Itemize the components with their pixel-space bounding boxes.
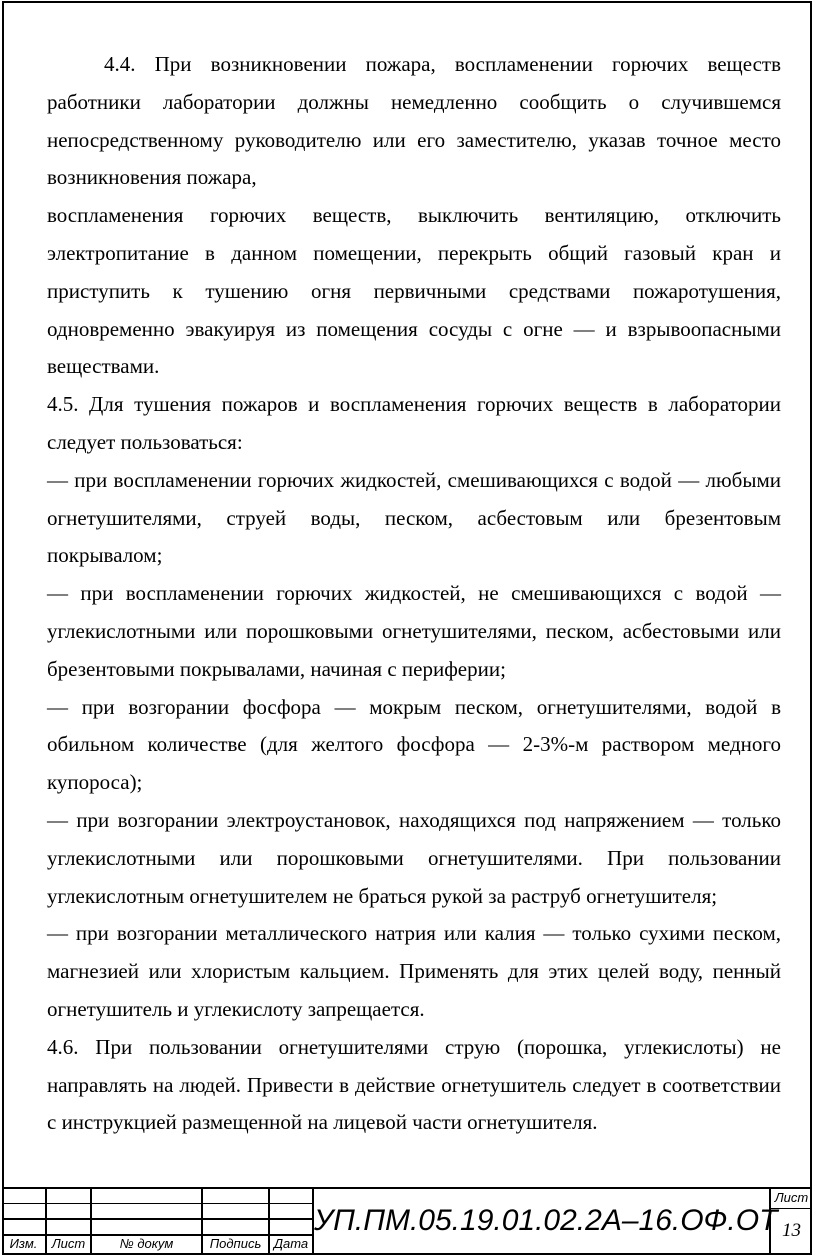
grid-row-line bbox=[2, 1203, 312, 1204]
sheet-label: Лист bbox=[771, 1188, 812, 1209]
label-doc-no: № докум bbox=[119, 1236, 174, 1251]
paragraph-4-4-continued: воспламенения горючих веществ, выключить вентиляцию, отключить электропитание в данном помещении, перекрыть общий газовый кран и приступить к тушению огня первичными средствами пожаротушения, одновременно эвакуируя из помещения сосуды с огне — и взрывоопасными веществами. bbox=[47, 203, 781, 379]
document-body bbox=[47, 46, 781, 1142]
paragraph-4-4: 4.4. При возникновении пожара, воспламенении горючих веществ работники лаборатории должны немедленно сообщить о случившемся непосредственному руководителю или его заместителю, указав точное место возникновения пожара, bbox=[47, 52, 781, 190]
label-signature: Подпись bbox=[209, 1236, 262, 1251]
label-date: Дата bbox=[273, 1236, 309, 1251]
revision-grid bbox=[2, 1187, 312, 1255]
list-item-non-mixing-liquids: — при воспламенении горючих жидкостей, не смешивающихся с водой — углекислотными или порошковыми огнетушителями, песком, асбестовыми или брезентовыми покрывалами, начиная с периферии; bbox=[47, 581, 781, 681]
list-item-water-mixing-liquids: — при воспламенении горючих жидкостей, смешивающихся с водой — любыми огнетушителями, струей воды, песком, асбестовым или брезентовым покрывалом; bbox=[47, 467, 781, 568]
label-list: Лист bbox=[51, 1236, 86, 1251]
grid-row-line bbox=[2, 1218, 312, 1220]
sheet-number: 13 bbox=[782, 1220, 801, 1241]
paragraph-4-5: 4.5. Для тушения пожаров и воспламенения горючих веществ в лаборатории следует пользоваться: bbox=[47, 392, 781, 454]
title-block bbox=[2, 1187, 812, 1255]
label-izm: Изм. bbox=[9, 1236, 38, 1251]
sheet-number-box bbox=[769, 1187, 812, 1255]
list-item-electrical: — при возгорании электроустановок, находящихся под напряжением — только углекислотными или порошковыми огнетушителями. При пользовании углекислотным огнетушителем не браться рукой за раструб огнетушителя; bbox=[47, 807, 781, 908]
paragraph-4-6: 4.6. При пользовании огнетушителями струю (порошка, углекислоты) не направлять на людей. Привести в действие огнетушитель следует в соответствии с инструкцией размещенной на лицевой части огнетушителя. bbox=[47, 1034, 781, 1135]
list-item-sodium-potassium: — при возгорании металлического натрия или калия — только сухими песком, магнезией или хлористым кальцием. Применять для этих целей воду, пенный огнетушитель и углекислоту запрещается. bbox=[47, 921, 781, 1021]
document-code: УП.ПМ.05.19.01.02.2А–16.ОФ.ОТ bbox=[314, 1204, 778, 1237]
list-item-phosphorus: — при возгорании фосфора — мокрым песком, огнетушителями, водой в обильном количестве (для желтого фосфора — 2-3%-м раствором медного купороса); bbox=[47, 694, 781, 795]
